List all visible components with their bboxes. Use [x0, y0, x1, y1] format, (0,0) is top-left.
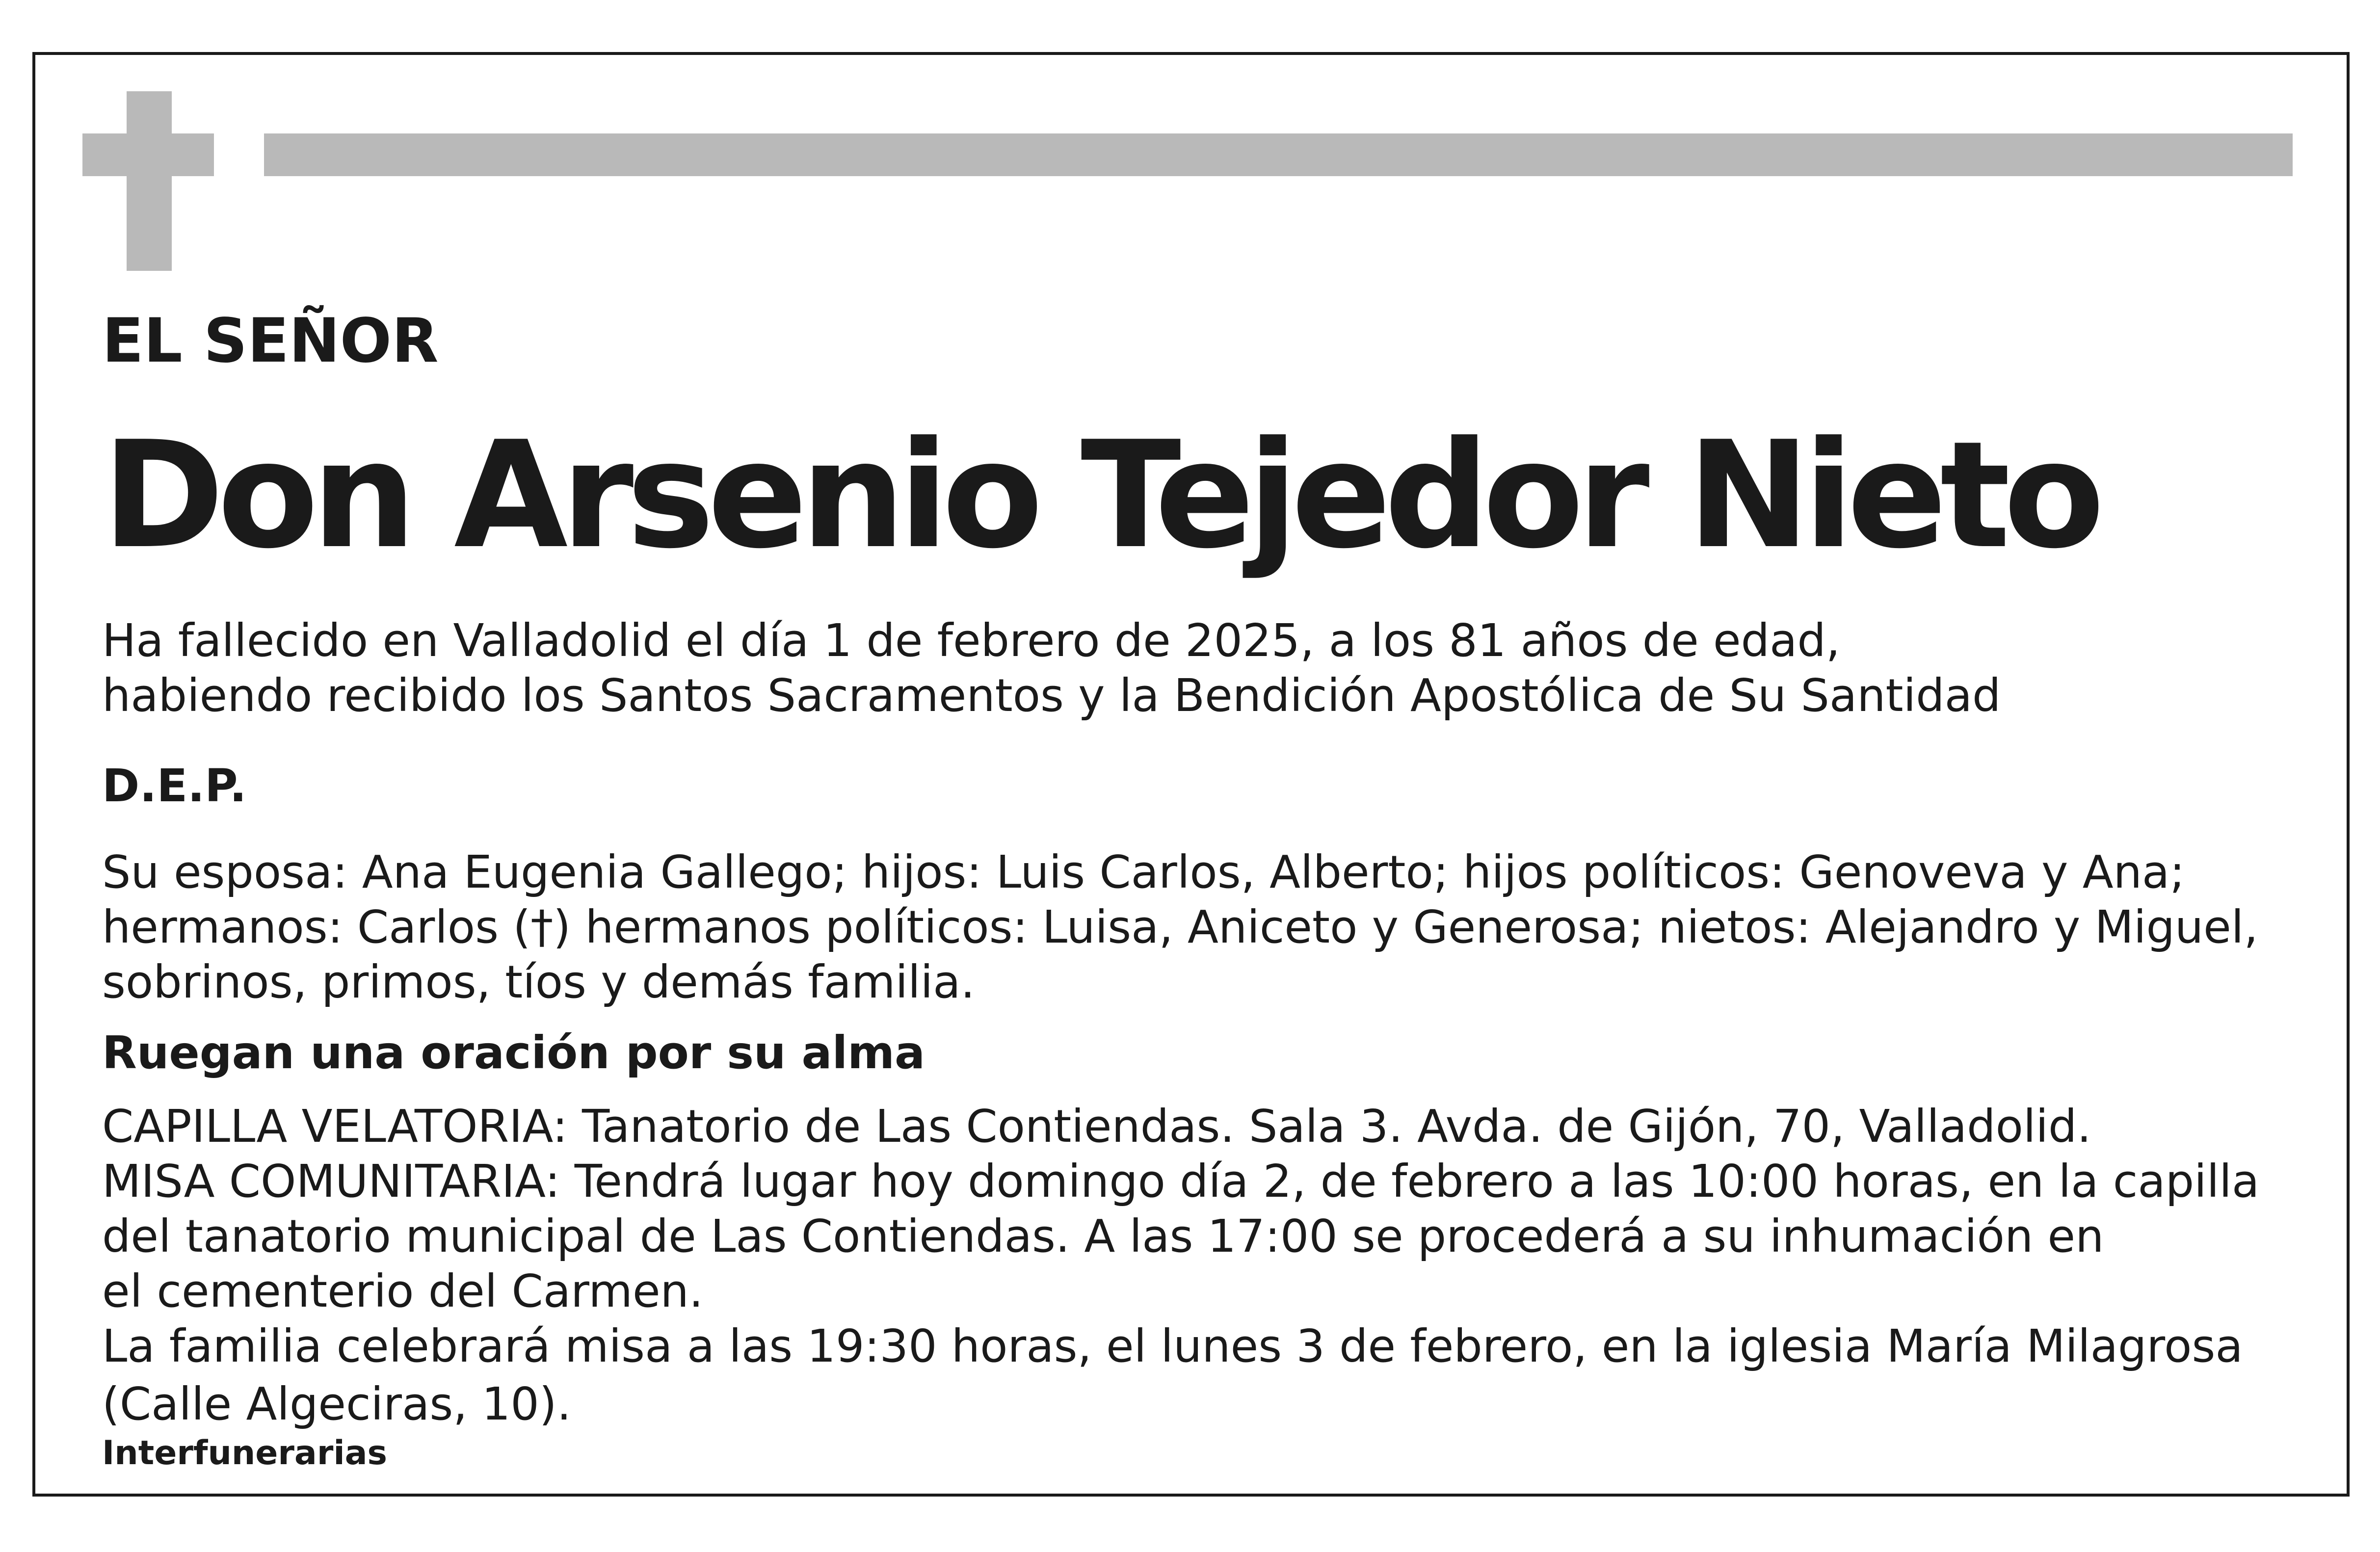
intro-paragraph [102, 613, 2001, 723]
cross-vertical-bar [127, 91, 172, 271]
prayer-heading: Ruegan una oración por su alma [102, 1026, 926, 1079]
detail-line: MISA COMUNITARIA: Tendrá lugar hoy domingo día 2, de febrero a las 10:00 horas, en la capilla [102, 1155, 2260, 1208]
intro-line: habiendo recibido los Santos Sacramentos y la Bendición Apostólica de Su Santidad [102, 669, 2001, 722]
cross-horizontal-bar [82, 133, 214, 176]
detail-line: el cementerio del Carmen. [102, 1265, 704, 1317]
intro-line: Ha fallecido en Valladolid el día 1 de febrero de 2025, a los 81 años de edad, [102, 614, 1840, 667]
family-line: sobrinos, primos, tíos y demás familia. [102, 956, 975, 1008]
detail-line: La familia celebrará misa a las 19:30 horas, el lunes 3 de febrero, en la iglesia María Milagrosa [102, 1320, 2243, 1372]
detail-line: CAPILLA VELATORIA: Tanatorio de Las Contiendas. Sala 3. Avda. de Gijón, 70, Valladolid. [102, 1100, 2091, 1153]
salutation: EL SEÑOR [102, 306, 439, 376]
funeral-provider: Interfunerarias [102, 1434, 388, 1473]
detail-line: (Calle Algeciras, 10). [102, 1378, 571, 1430]
deceased-name: Don Arsenio Tejedor Nieto [102, 410, 2098, 581]
family-line: hermanos: Carlos (†) hermanos políticos: Luisa, Aniceto y Generosa; nietos: Alejandro y Miguel, [102, 901, 2258, 953]
details-paragraph [102, 1099, 2259, 1432]
detail-line: del tanatorio municipal de Las Contiendas. A las 17:00 se procederá a su inhumación en [102, 1210, 2104, 1263]
family-line: Su esposa: Ana Eugenia Gallego; hijos: Luis Carlos, Alberto; hijos políticos: Genoveva y Ana; [102, 846, 2185, 898]
header-divider-bar [264, 133, 2293, 176]
family-paragraph [102, 845, 2258, 1010]
dep-label: D.E.P. [102, 760, 247, 812]
